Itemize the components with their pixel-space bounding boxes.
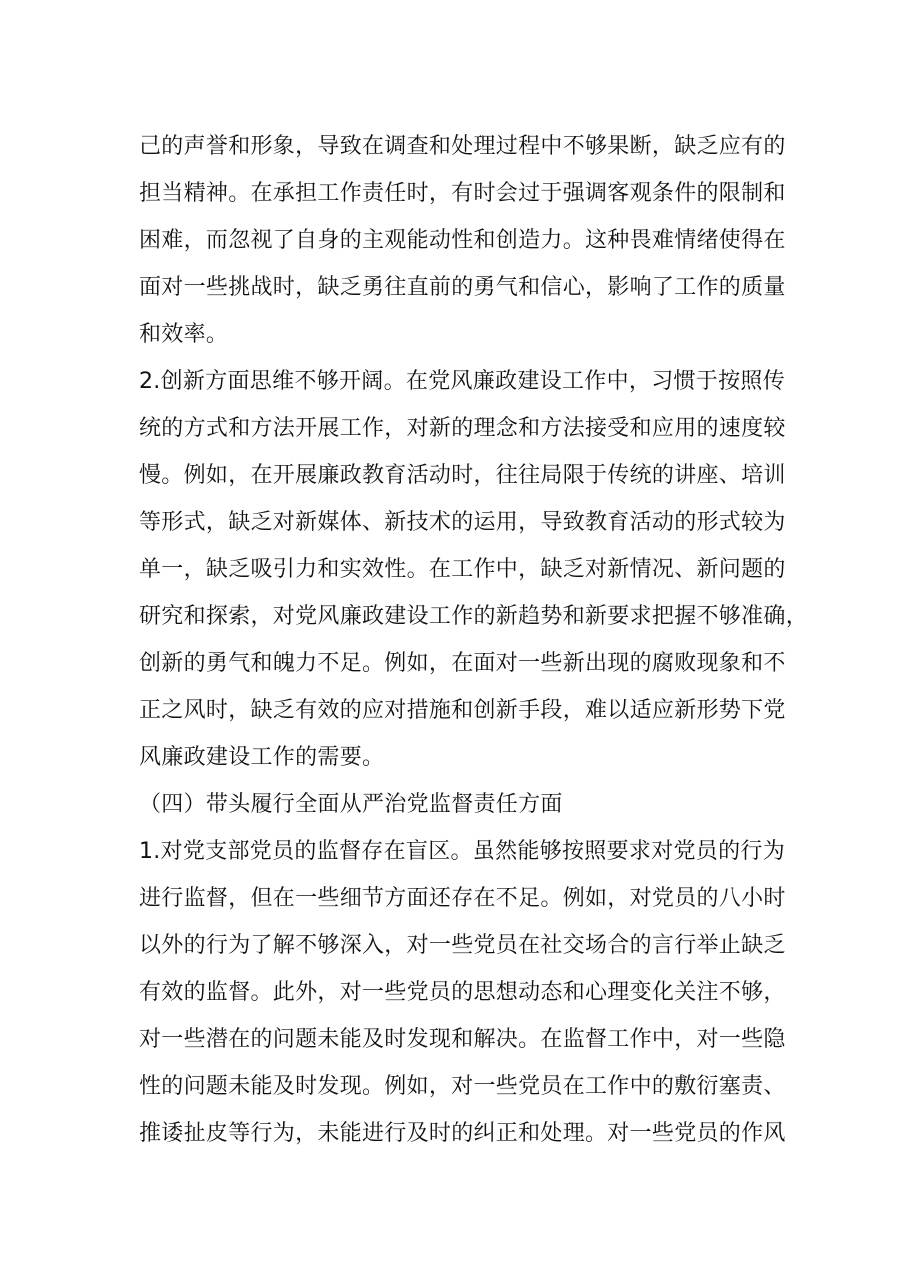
text-line: 正之风时，缺乏有效的应对措施和创新手段，难以适应新形势下党 [139, 698, 786, 723]
text-line: 风廉政建设工作的需要。 [139, 745, 385, 770]
text-line: 研究和探索，对党风廉政建设工作的新趋势和新要求把握不够准确， [139, 604, 809, 629]
text-line: 困难，而忽视了自身的主观能动性和创造力。这种畏难情绪使得在 [139, 228, 786, 253]
text-line: 1.对党支部党员的监督存在盲区。虽然能够按照要求对党员的行为 [139, 839, 785, 864]
text-line: 性的问题未能及时发现。例如，对一些党员在工作中的敷衍塞责、 [139, 1074, 786, 1099]
body-text [139, 123, 809, 1157]
text-line: 单一，缺乏吸引力和实效性。在工作中，缺乏对新情况、新问题的 [139, 557, 786, 582]
text-line: 担当精神。在承担工作责任时，有时会过于强调客观条件的限制和 [139, 181, 786, 206]
text-line: 有效的监督。此外，对一些党员的思想动态和心理变化关注不够， [139, 980, 786, 1005]
text-line: 进行监督，但在一些细节方面还存在不足。例如，对党员的八小时 [139, 886, 786, 911]
text-line: 统的方式和方法开展工作，对新的理念和方法接受和应用的速度较 [139, 416, 786, 441]
text-line: 推诿扯皮等行为，未能进行及时的纠正和处理。对一些党员的作风 [139, 1121, 786, 1146]
text-line: 面对一些挑战时，缺乏勇往直前的勇气和信心，影响了工作的质量 [139, 275, 786, 300]
text-line: 己的声誉和形象，导致在调查和处理过程中不够果断，缺乏应有的 [139, 134, 786, 159]
text-line: 等形式，缺乏对新媒体、新技术的运用，导致教育活动的形式较为 [139, 510, 786, 535]
text-line: 慢。例如，在开展廉政教育活动时，往往局限于传统的讲座、培训 [139, 463, 786, 488]
text-line: 和效率。 [139, 322, 229, 347]
text-line: 以外的行为了解不够深入，对一些党员在社交场合的言行举止缺乏 [139, 933, 786, 958]
text-line: 2.创新方面思维不够开阔。在党风廉政建设工作中，习惯于按照传 [139, 369, 785, 394]
text-line: 创新的勇气和魄力不足。例如，在面对一些新出现的腐败现象和不 [139, 651, 786, 676]
text-line: 对一些潜在的问题未能及时发现和解决。在监督工作中，对一些隐 [139, 1027, 786, 1052]
section-heading: （四）带头履行全面从严治党监督责任方面 [139, 792, 563, 817]
